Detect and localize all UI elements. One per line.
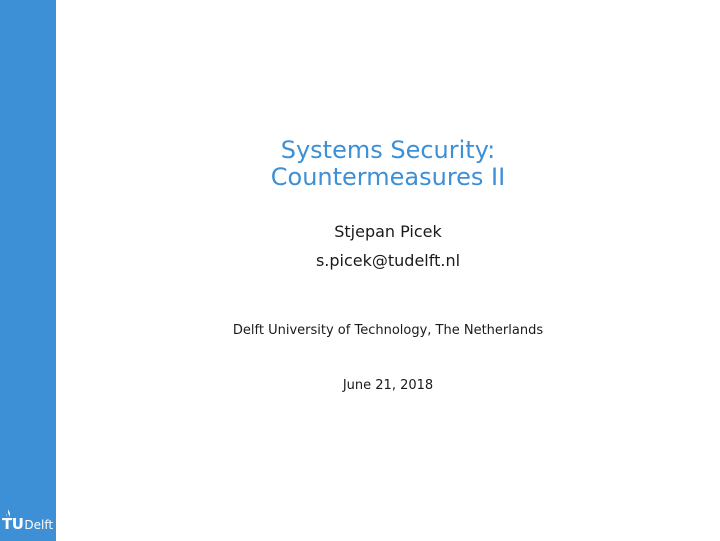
presentation-date: June 21, 2018: [342, 378, 434, 393]
logo-tu-text: TU: [2, 517, 23, 532]
slide-title: [56, 137, 720, 191]
author-email: s.picek@tudelft.nl: [315, 251, 461, 270]
slide-sidebar: [0, 0, 56, 541]
logo-delft-text: Delft: [24, 518, 54, 532]
title-line-1: Systems Security:: [280, 136, 496, 164]
tudelft-logo: [2, 517, 53, 532]
tudelft-flame-icon: [3, 508, 15, 518]
author-name: Stjepan Picek: [334, 222, 442, 241]
institution: Delft University of Technology, The Netherlands: [232, 323, 544, 338]
title-line-2: Countermeasures II: [270, 163, 506, 191]
